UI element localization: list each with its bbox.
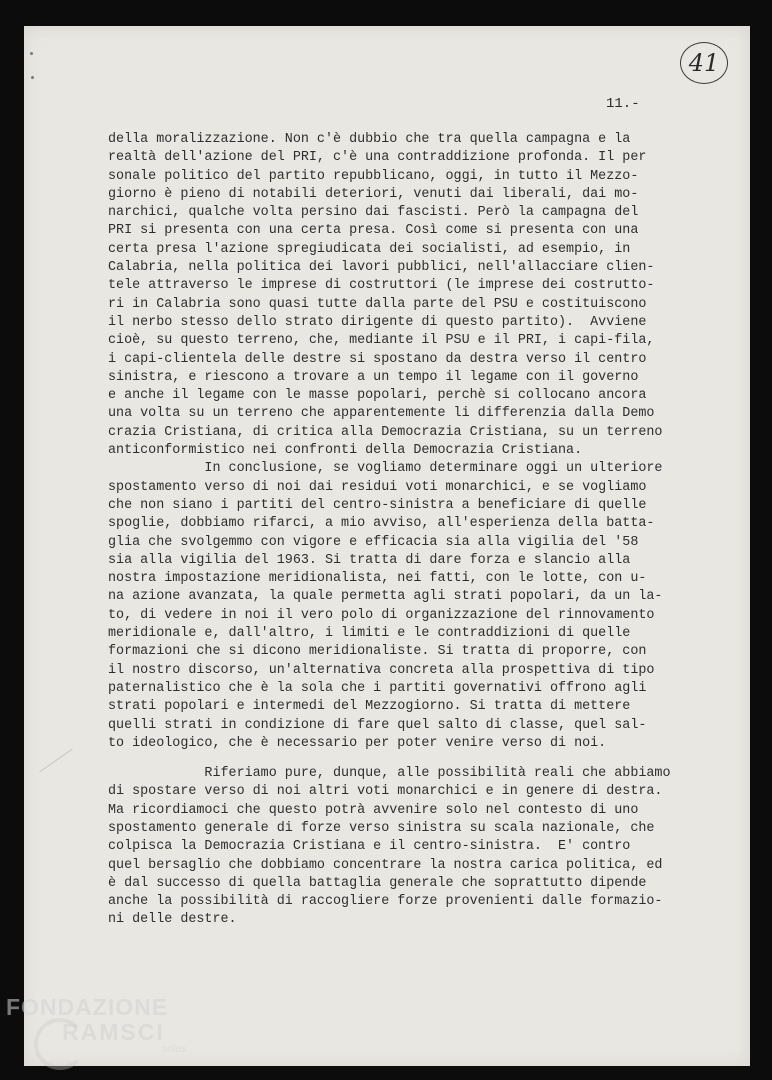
text-line: realtà dell'azione del PRI, c'è una contraddizione profonda. Il per xyxy=(108,150,647,166)
text-line: narchici, qualche volta persino dai fascisti. Però la campagna del xyxy=(108,205,639,221)
text-line: In conclusione, se vogliamo determinare oggi un ulteriore xyxy=(108,461,663,477)
text-line: ni delle destre. xyxy=(108,912,237,928)
text-line: paternalistico che è la sola che i partiti governativi offrono agli xyxy=(108,680,647,696)
text-line: che non siano i partiti del centro-sinistra a beneficiare di quelle xyxy=(108,497,647,513)
paragraph-3 xyxy=(108,765,720,930)
archive-stamp-number: 41 xyxy=(680,42,728,84)
text-line: to ideologico, che è necessario per poter venire verso di noi. xyxy=(108,735,607,751)
text-line: certa presa l'azione spregiudicata dei socialisti, ad esempio, in xyxy=(108,241,631,257)
fondazione-gramsci-watermark xyxy=(6,994,186,1055)
text-line: PRI si presenta con una certa presa. Così come si presenta con una xyxy=(108,223,639,239)
text-line: di spostare verso di noi altri voti monarchici e in genere di destra. xyxy=(108,784,663,800)
text-line: spostamento verso di noi dai residui voti monarchici, e se vogliamo xyxy=(108,479,647,495)
text-line: tele attraverso le imprese di costruttori (le imprese dei costrutto- xyxy=(108,278,655,294)
scan-dot xyxy=(30,52,33,55)
text-line: quelli strati in condizione di fare quel salto di classe, quel sal- xyxy=(108,717,647,733)
text-line: ri in Calabria sono quasi tutte dalla parte del PSU e costituiscono xyxy=(108,296,647,312)
text-line: Riferiamo pure, dunque, alle possibilità reali che abbiamo xyxy=(108,766,671,782)
text-line: nostra impostazione meridionalista, nei fatti, con le lotte, con u- xyxy=(108,571,647,587)
text-line: e anche il legame con le masse popolari, perchè si collocano ancora xyxy=(108,388,647,404)
scan-dot xyxy=(31,76,34,79)
text-line: glia che svolgemmo con vigore e efficacia sia alla vigilia del '58 xyxy=(108,534,639,550)
text-line: giorno è pieno di notabili deteriori, venuti dai liberali, dai mo- xyxy=(108,186,639,202)
text-line: na azione avanzata, la quale permetta agli strati popolari, da un la- xyxy=(108,589,663,605)
text-line: cioè, su questo terreno, che, mediante il PSU e il PRI, i capi-fila, xyxy=(108,333,655,349)
text-line: il nerbo stesso dello strato dirigente di questo partito). Avviene xyxy=(108,314,647,330)
paragraph-1 xyxy=(108,131,720,460)
text-line: colpisca la Democrazia Cristiana e il centro-sinistra. E' contro xyxy=(108,839,631,855)
text-line: meridionale e, dall'altro, i limiti e le contraddizioni di quelle xyxy=(108,626,631,642)
watermark-line-2: RAMSCI xyxy=(62,1019,165,1045)
watermark-logo-ring xyxy=(34,1018,86,1070)
text-line: strati popolari e intermedi del Mezzogiorno. Si tratta di mettere xyxy=(108,699,631,715)
text-line: i capi-clientela delle destre si spostano da destra verso il centro xyxy=(108,351,647,367)
text-line: formazioni che si dicono meridionaliste. Si tratta di proporre, con xyxy=(108,644,647,660)
text-line: spostamento generale di forze verso sinistra su scala nazionale, che xyxy=(108,820,655,836)
text-line: Calabria, nella politica dei lavori pubblici, nell'allacciare clien- xyxy=(108,260,655,276)
text-line: Ma ricordiamoci che questo potrà avvenire solo nel contesto di uno xyxy=(108,802,639,818)
text-line: quel bersaglio che dobbiamo concentrare la nostra carica politica, ed xyxy=(108,857,663,873)
text-line: anticonformistico nei confronti della Democrazia Cristiana. xyxy=(108,443,583,459)
text-line: sonale politico del partito repubblicano, oggi, in tutto il Mezzo- xyxy=(108,168,639,184)
page-number: 11.- xyxy=(606,96,640,112)
text-line: spoglie, dobbiamo rifarci, a mio avviso, all'esperienza della batta- xyxy=(108,516,655,532)
text-line: il nostro discorso, un'alternativa concreta alla prospettiva di tipo xyxy=(108,662,655,678)
paragraph-2 xyxy=(108,460,720,753)
document-body xyxy=(108,131,720,930)
text-line: anche la possibilità di raccogliere forze provenienti dalle formazio- xyxy=(108,894,663,910)
watermark-line-1: FONDAZIONE xyxy=(6,994,169,1020)
paragraph-gap xyxy=(108,753,720,765)
text-line: della moralizzazione. Non c'è dubbio che tra quella campagna e la xyxy=(108,132,631,147)
text-line: una volta su un terreno che apparentemente li differenzia dalla Demo xyxy=(108,406,655,422)
text-line: sia alla vigilia del 1963. Si tratta di dare forza e slancio alla xyxy=(108,552,631,568)
text-line: crazia Cristiana, di critica alla Democrazia Cristiana, su un terreno xyxy=(108,424,663,440)
text-line: sinistra, e riescono a trovare a un tempo il legame con il governo xyxy=(108,369,639,385)
text-line: è dal successo di quella battaglia generale che soprattutto dipende xyxy=(108,875,647,891)
watermark-suffix: onlus xyxy=(162,1044,186,1055)
text-line: to, di vedere in noi il vero polo di organizzazione del rinnovamento xyxy=(108,607,655,623)
